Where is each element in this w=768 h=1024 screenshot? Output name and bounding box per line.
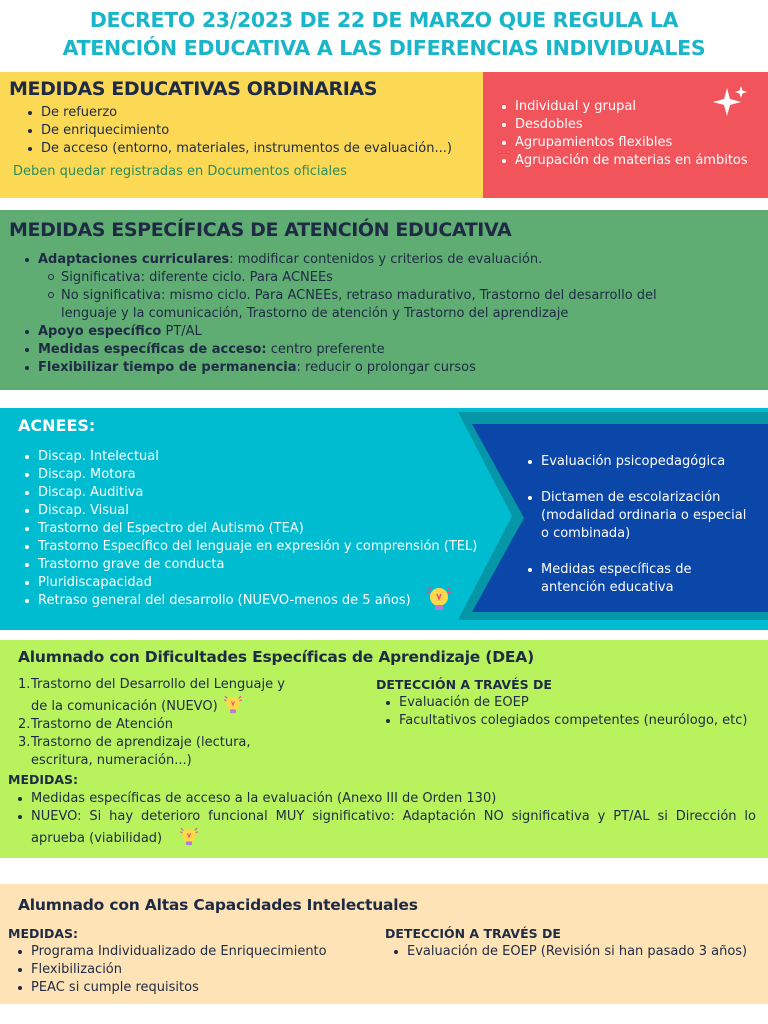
dea-panel <box>0 640 768 858</box>
list-item: Flexibilizar tiempo de permanencia: reducir o prolongar cursos <box>38 359 758 377</box>
list-item: Flexibilización <box>31 961 327 979</box>
list-item: Medidas específicas de antención educativa <box>541 561 746 597</box>
specific-measures-panel <box>0 210 768 390</box>
list-item: NUEVO: Si hay deterioro funcional MUY significativo: Adaptación NO significativa y PT/AL si Dirección lo aprueba (viabilidad) <box>31 809 756 846</box>
acnees-list <box>38 448 477 610</box>
dea-detection-heading: DETECCIÓN A TRAVÉS DE <box>376 677 552 692</box>
page-title <box>0 6 768 62</box>
lightbulb-icon <box>178 826 200 848</box>
high-abilities-detection-list <box>407 943 747 961</box>
list-item: Facultativos colegiados competentes (neurólogo, etc) <box>399 713 748 728</box>
list-item: Evaluación de EOEP <box>399 694 748 712</box>
acnees-procedure-list <box>541 453 746 597</box>
dea-numbered-list <box>18 676 285 770</box>
ordinary-measures-heading: MEDIDAS EDUCATIVAS ORDINARIAS <box>9 78 378 100</box>
registration-note: Deben quedar registradas en Documentos oficiales <box>13 164 347 179</box>
list-item: Trastorno Específico del lenguaje en expresión y comprensión (TEL) <box>38 539 478 554</box>
high-abilities-detection-heading: DETECCIÓN A TRAVÉS DE <box>385 926 561 941</box>
list-item: Dictamen de escolarización (modalidad ordinaria o especial o combinada) <box>541 490 747 541</box>
list-item: Agrupamientos flexibles <box>515 134 765 152</box>
list-item: De enriquecimiento <box>41 122 471 140</box>
sparkle-icon <box>713 84 749 120</box>
high-abilities-measures-list <box>31 943 327 997</box>
list-item: Discap. Motora <box>38 466 477 484</box>
acnees-panel <box>0 408 768 630</box>
list-item: Trastorno grave de conducta <box>38 556 477 574</box>
list-item: 3.Trastorno de aprendizaje (lectura, <box>18 735 251 750</box>
dea-measures-heading: MEDIDAS: <box>8 772 79 787</box>
high-abilities-measures-heading: MEDIDAS: <box>8 926 79 941</box>
list-item: Discap. Visual <box>38 502 477 520</box>
high-abilities-heading: Alumnado con Altas Capacidades Intelectuales <box>18 896 418 914</box>
list-item: Discap. Auditiva <box>38 484 477 502</box>
list-item: 2.Trastorno de Atención <box>18 717 173 732</box>
list-item: Desdobles <box>515 116 765 134</box>
list-item: No significativa: mismo ciclo. Para ACNEEs, retraso madurativo, Trastorno del desarrollo del lenguaje y la comunicación, Trastorno de atención y Trastorno del aprendizaje <box>61 287 758 323</box>
ordinary-measures-list <box>41 104 471 158</box>
dea-detection-list <box>399 694 748 730</box>
ordinary-measures-extra-panel <box>483 72 768 198</box>
title-line-1: DECRETO 23/2023 DE 22 DE MARZO QUE REGULA LA <box>89 8 679 32</box>
list-item: De acceso (entorno, materiales, instrumentos de evaluación...) <box>41 140 471 158</box>
specific-measures-heading: MEDIDAS ESPECÍFICAS DE ATENCIÓN EDUCATIVA <box>9 219 512 241</box>
list-item: Apoyo específico PT/AL <box>38 323 758 341</box>
list-item: Trastorno del Espectro del Autismo (TEA) <box>38 520 477 538</box>
list-item: Retraso general del desarrollo (NUEVO-menos de 5 años) <box>38 592 477 610</box>
dea-heading: Alumnado con Dificultades Específicas de Aprendizaje (DEA) <box>18 648 534 666</box>
list-item: de la comunicación (NUEVO) <box>18 694 285 716</box>
list-item: De refuerzo <box>41 104 471 122</box>
lightbulb-icon <box>222 694 244 716</box>
acnees-heading: ACNEES: <box>18 416 96 435</box>
dea-measures-list <box>31 790 756 848</box>
high-abilities-panel <box>0 884 768 1004</box>
list-item: Programa Individualizado de Enriquecimiento <box>31 944 327 959</box>
list-item: Medidas específicas de acceso: centro preferente <box>38 341 758 359</box>
list-item: Agrupación de materias en ámbitos <box>515 152 765 170</box>
specific-measures-list <box>38 251 758 377</box>
ordinary-measures-panel <box>0 72 483 198</box>
list-item: Medidas específicas de acceso a la evaluación (Anexo III de Orden 130) <box>31 790 756 808</box>
list-item: Adaptaciones curriculares: modificar contenidos y criterios de evaluación. <box>38 251 758 269</box>
list-item: Evaluación de EOEP (Revisión si han pasado 3 años) <box>407 944 748 959</box>
list-item: 1.Trastorno del Desarrollo del Lenguaje y <box>18 677 285 692</box>
list-item: Significativa: diferente ciclo. Para ACNEEs <box>61 269 758 287</box>
title-line-2: ATENCIÓN EDUCATIVA A LAS DIFERENCIAS INDIVIDUALES <box>62 36 706 60</box>
list-item: Discap. Intelectual <box>38 448 477 466</box>
list-item: PEAC si cumple requisitos <box>31 979 327 997</box>
list-item: escritura, numeración...) <box>31 753 192 768</box>
list-item: Evaluación psicopedagógica <box>541 453 746 471</box>
list-item: Pluridiscapacidad <box>38 574 477 592</box>
list-item: Individual y grupal <box>515 98 765 116</box>
lightbulb-icon <box>424 584 454 614</box>
